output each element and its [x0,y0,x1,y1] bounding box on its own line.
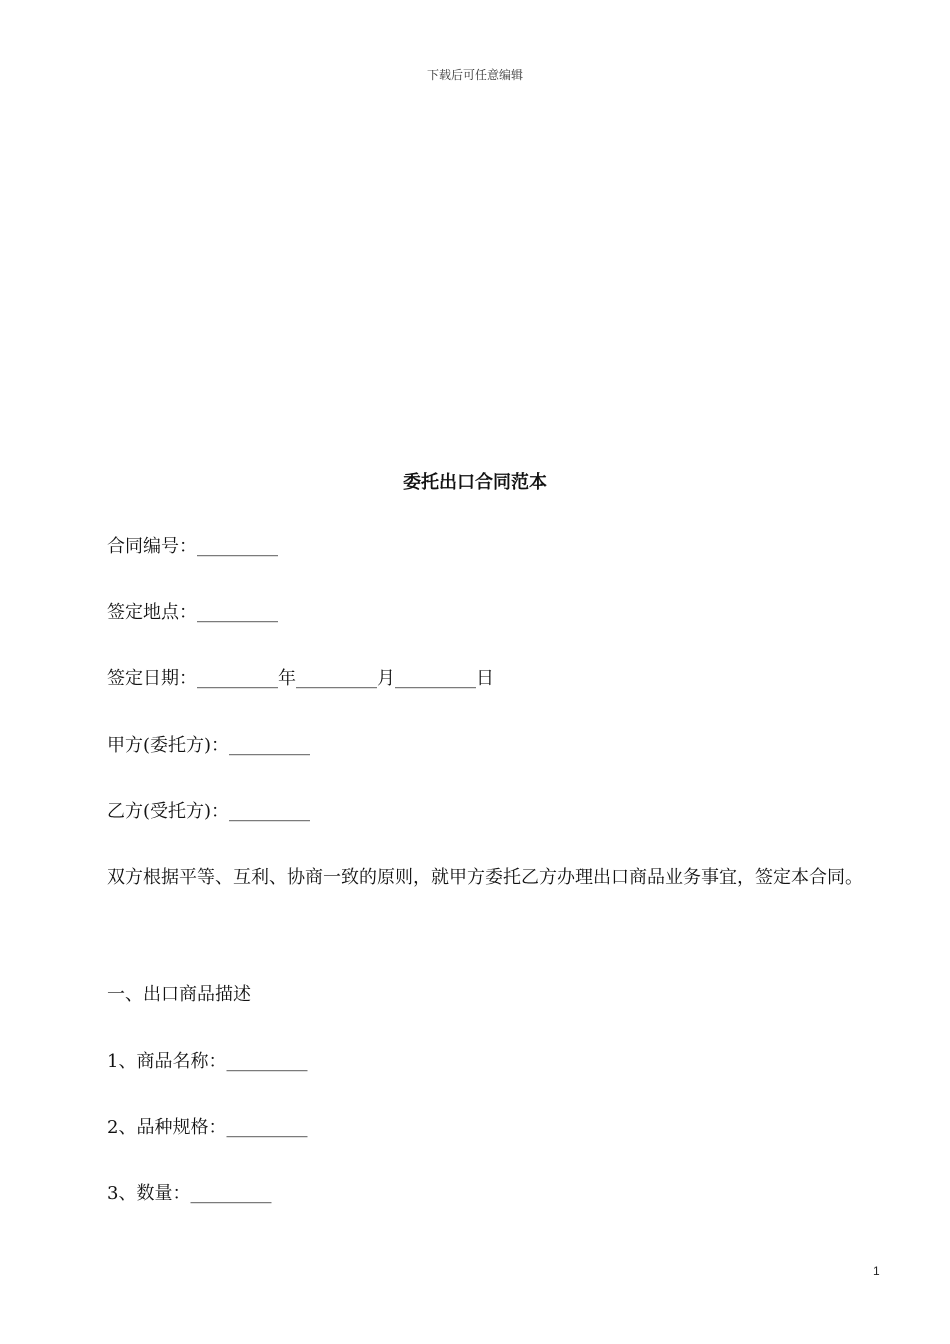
specification-field: 2、品种规格：_________ [107,1117,308,1138]
intro-paragraph: 双方根据平等、互利、协商一致的原则，就甲方委托乙方办理出口商品业务事宜，签定本合同。 [107,867,863,888]
contract-number-field: 合同编号：_________ [107,536,278,557]
header-note: 下载后可任意编辑 [426,68,523,82]
page-number: 1 [873,1264,880,1278]
sign-date-field: 签定日期：_________年_________月_________日 [107,668,494,689]
party-b-field: 乙方(受托方)：_________ [107,801,311,822]
quantity-field: 3、数量：_________ [107,1183,272,1204]
document-title: 委托出口合同范本 [403,472,547,493]
party-a-field: 甲方(委托方)：_________ [107,735,311,756]
section-heading: 一、出口商品描述 [107,984,251,1005]
sign-place-field: 签定地点：_________ [107,602,278,623]
commodity-name-field: 1、商品名称：_________ [107,1051,308,1072]
